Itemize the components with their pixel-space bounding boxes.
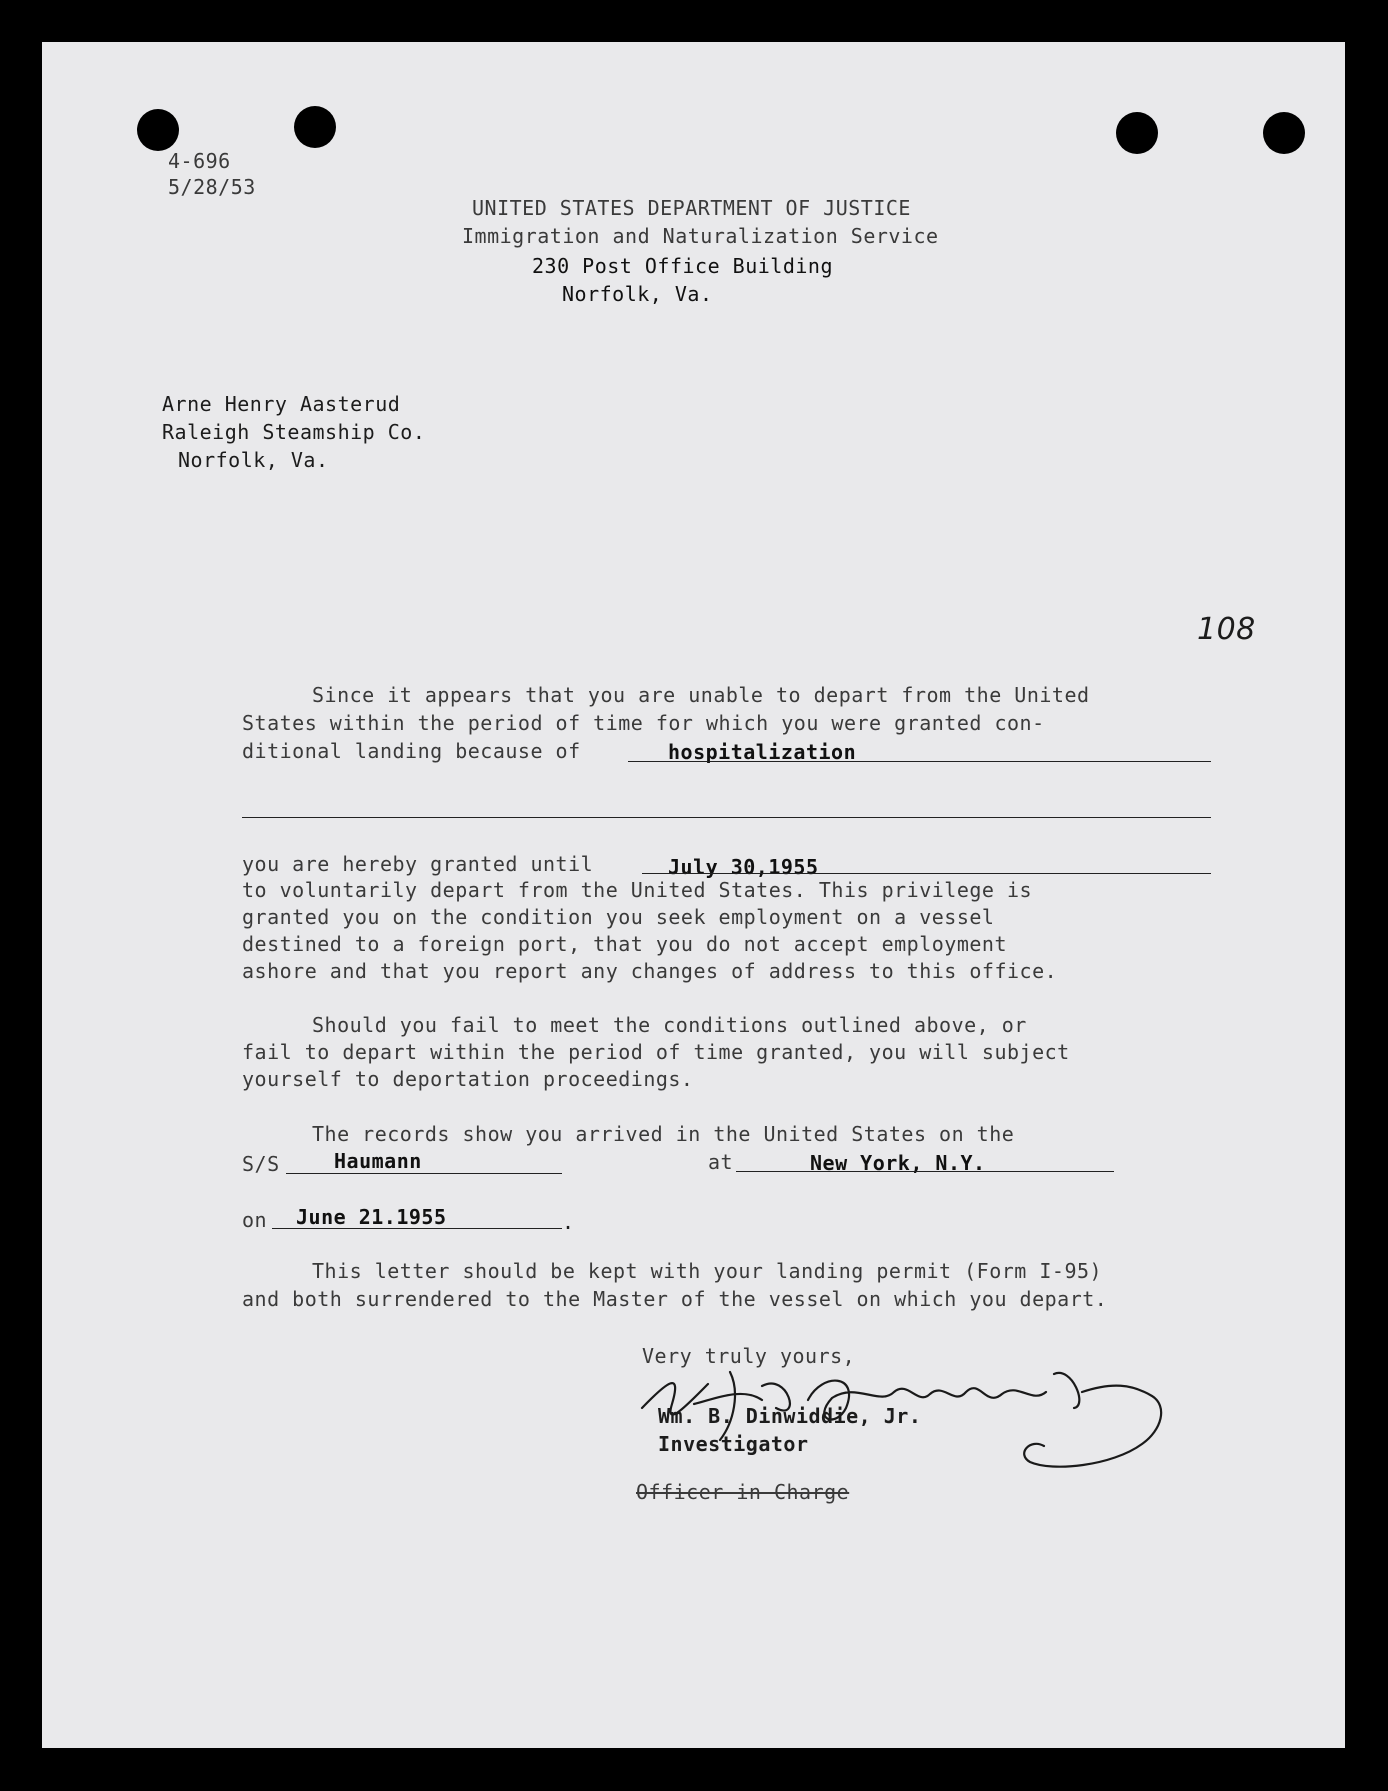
body-line: granted you on the condition you seek employment on a vessel xyxy=(242,905,995,929)
body-line: and both surrendered to the Master of the vessel on which you depart. xyxy=(242,1287,1108,1311)
page-number: 108 xyxy=(1197,612,1256,647)
body-line: you are hereby granted until xyxy=(242,852,594,876)
arrival-date-field: June 21.1955 xyxy=(296,1205,447,1229)
addressee-name: Arne Henry Aasterud xyxy=(162,392,401,416)
vessel-underline xyxy=(286,1173,562,1174)
body-line: The records show you arrived in the United States on the xyxy=(312,1122,1015,1146)
addressee-city: Norfolk, Va. xyxy=(178,448,329,472)
file-date: 5/28/53 xyxy=(168,175,256,199)
period: . xyxy=(562,1210,575,1234)
body-line: fail to depart within the period of time granted, you will subject xyxy=(242,1040,1070,1064)
closing-salutation: Very truly yours, xyxy=(642,1344,856,1368)
reason-underline-2 xyxy=(242,817,1211,818)
reason-field: hospitalization xyxy=(668,740,857,764)
punch-hole xyxy=(294,106,336,148)
letterhead-department: UNITED STATES DEPARTMENT OF JUSTICE xyxy=(472,196,911,220)
letterhead-building: 230 Post Office Building xyxy=(532,254,833,278)
port-field: New York, N.Y. xyxy=(810,1151,986,1175)
signer-title: Investigator xyxy=(658,1432,809,1456)
punch-hole xyxy=(1116,112,1158,154)
arrival-date-underline xyxy=(272,1228,562,1229)
signer-name: Wm. B. Dinwiddie, Jr. xyxy=(658,1404,922,1428)
file-number: 4-696 xyxy=(168,149,231,173)
body-line: ashore and that you report any changes of address to this office. xyxy=(242,959,1058,983)
ss-label: S/S xyxy=(242,1152,280,1176)
body-line: Since it appears that you are unable to depart from the United xyxy=(312,683,1090,707)
struck-title: Officer in Charge xyxy=(636,1480,850,1504)
addressee-company: Raleigh Steamship Co. xyxy=(162,420,426,444)
body-line: destined to a foreign port, that you do not accept employment xyxy=(242,932,1008,956)
on-label: on xyxy=(242,1208,268,1232)
until-date-field: July 30,1955 xyxy=(668,855,819,879)
until-date-underline xyxy=(642,873,1211,874)
at-label: at xyxy=(708,1150,734,1174)
punch-hole xyxy=(1263,112,1305,154)
punch-hole xyxy=(137,109,179,151)
body-line: yourself to deportation proceedings. xyxy=(242,1067,694,1091)
body-line: ditional landing because of xyxy=(242,739,581,763)
letterhead-city: Norfolk, Va. xyxy=(562,282,713,306)
body-line: This letter should be kept with your landing permit (Form I-95) xyxy=(312,1259,1103,1283)
vessel-field: Haumann xyxy=(334,1149,422,1173)
reason-underline xyxy=(628,761,1211,762)
body-line: to voluntarily depart from the United States. This privilege is xyxy=(242,878,1033,902)
body-line: States within the period of time for which you were granted con- xyxy=(242,711,1045,735)
body-line: Should you fail to meet the conditions outlined above, or xyxy=(312,1013,1027,1037)
port-underline xyxy=(736,1171,1114,1172)
letter-page xyxy=(42,42,1345,1748)
letterhead-service: Immigration and Naturalization Service xyxy=(462,224,939,248)
